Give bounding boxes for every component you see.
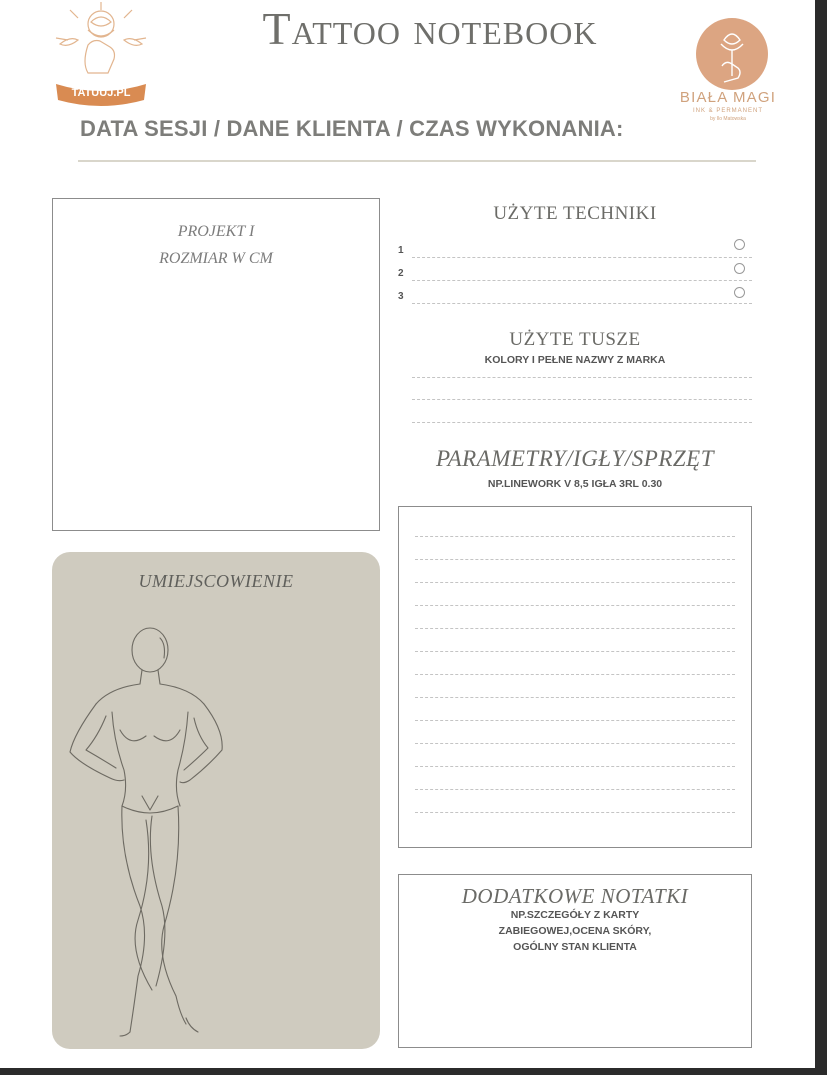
project-label-line-2: ROZMIAR W CM — [159, 250, 273, 267]
tatuuj-logo — [48, 0, 154, 108]
parameters-box[interactable] — [398, 506, 752, 848]
techniques-heading: UŻYTE TECHNIKI — [493, 203, 657, 224]
notes-sub-line-2: ZABIEGOWEJ,OCENA SKÓRY, — [498, 925, 652, 937]
notes-heading: DODATKOWE NOTATKI — [461, 884, 689, 908]
page-title: Tattoo notebook — [262, 3, 598, 54]
parameters-heading: PARAMETRY/IGŁY/SPRZĘT — [435, 446, 715, 471]
body-figure-illustration — [60, 620, 240, 1040]
technique-number-3: 3 — [398, 291, 404, 302]
technique-line-1[interactable] — [412, 257, 752, 258]
parameter-line[interactable] — [415, 605, 735, 606]
ink-line[interactable] — [412, 422, 752, 423]
parameter-line[interactable] — [415, 720, 735, 721]
tatuuj-logo-text: TATUUJ.PL — [71, 87, 131, 99]
project-label-line-1: PROJEKT I — [177, 223, 255, 240]
parameter-line[interactable] — [415, 789, 735, 790]
session-info-label: DATA SESJI / DANE KLIENTA / CZAS WYKONANIA: — [80, 116, 624, 141]
technique-checkbox-3[interactable] — [734, 287, 745, 298]
technique-number-1: 1 — [398, 245, 404, 256]
technique-line-3[interactable] — [412, 303, 752, 304]
placement-label: UMIEJSCOWIENIE — [138, 571, 294, 591]
biala-magi-byline: by Ilo Matowska — [710, 116, 746, 122]
notes-subheading — [398, 907, 752, 955]
technique-number-2: 2 — [398, 268, 404, 279]
project-size-label — [52, 218, 380, 272]
ink-line[interactable] — [412, 377, 752, 378]
inks-heading: UŻYTE TUSZE — [509, 329, 641, 350]
parameter-line[interactable] — [415, 536, 735, 537]
header-divider — [78, 160, 756, 162]
parameter-line[interactable] — [415, 743, 735, 744]
inks-subheading: KOLORY I PEŁNE NAZWY Z MARKA — [484, 354, 666, 366]
parameter-line[interactable] — [415, 582, 735, 583]
technique-checkbox-2[interactable] — [734, 263, 745, 274]
parameter-line[interactable] — [415, 674, 735, 675]
parameter-line[interactable] — [415, 628, 735, 629]
parameters-subheading: NP.LINEWORK V 8,5 IGŁA 3RL 0.30 — [487, 478, 663, 490]
notes-sub-line-3: OGÓLNY STAN KLIENTA — [513, 941, 637, 953]
ink-line[interactable] — [412, 399, 752, 400]
parameter-line[interactable] — [415, 697, 735, 698]
parameter-line[interactable] — [415, 812, 735, 813]
parameter-line[interactable] — [415, 651, 735, 652]
biala-magi-tagline: INK & PERMANENT — [692, 108, 763, 114]
parameter-line[interactable] — [415, 559, 735, 560]
notes-sub-line-1: NP.SZCZEGÓŁY Z KARTY — [510, 909, 640, 921]
technique-checkbox-1[interactable] — [734, 239, 745, 250]
biala-magi-name: BIAŁA MAGI — [679, 89, 777, 106]
parameter-line[interactable] — [415, 766, 735, 767]
technique-line-2[interactable] — [412, 280, 752, 281]
